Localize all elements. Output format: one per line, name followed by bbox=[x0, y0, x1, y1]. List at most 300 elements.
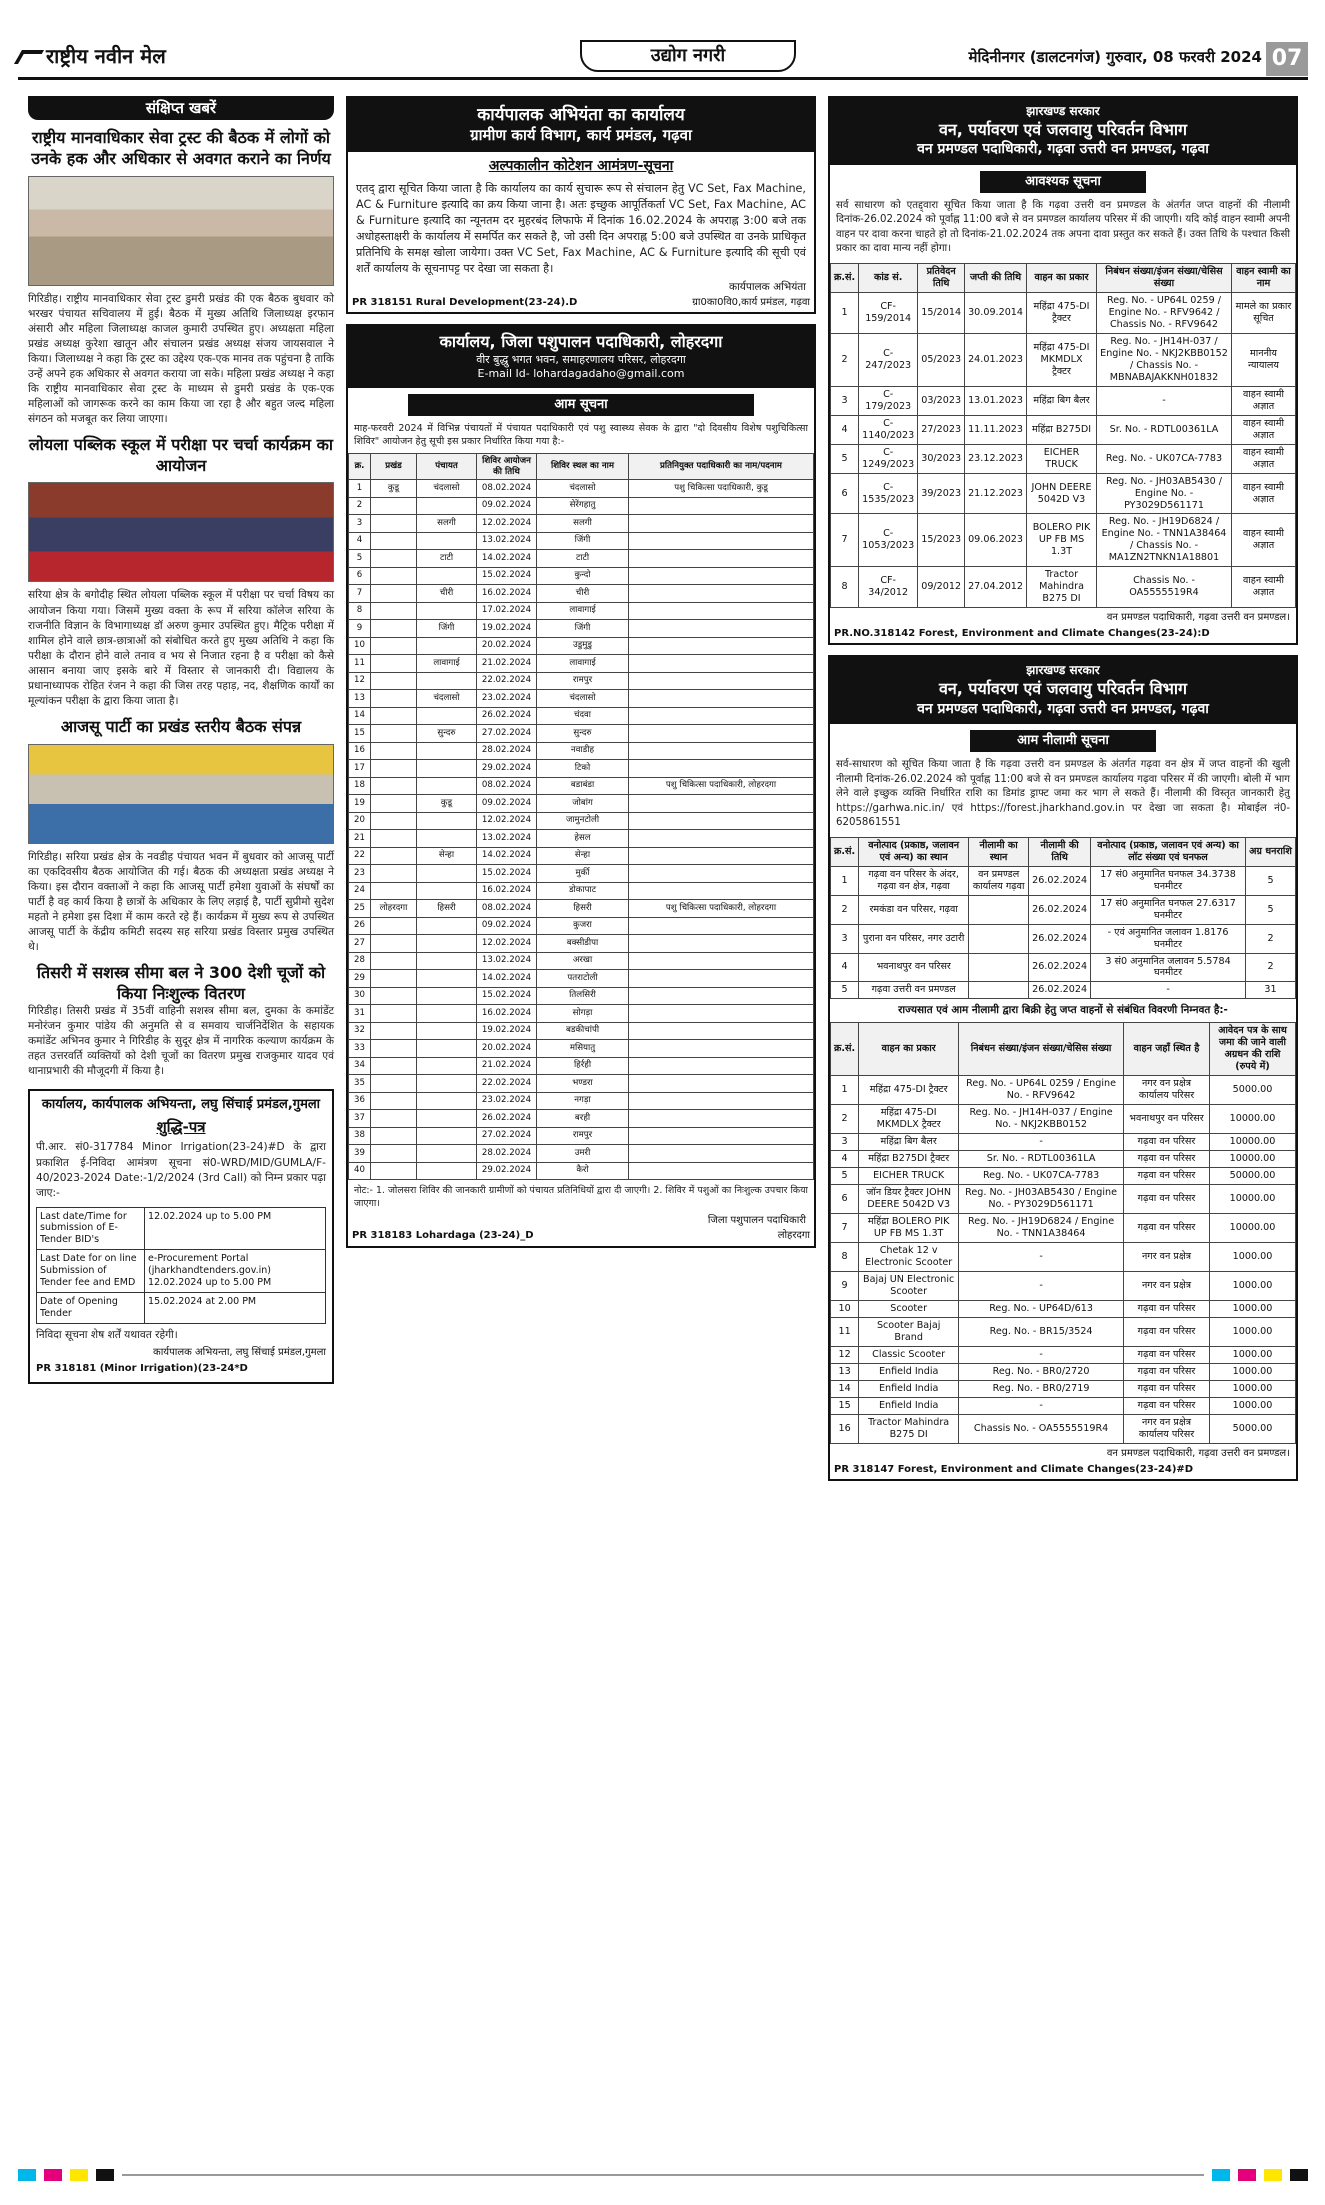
table-cell: 09/2012 bbox=[918, 567, 965, 608]
table-cell: Tractor Mahindra B275 DI bbox=[859, 1415, 959, 1444]
table-cell: 23.02.2024 bbox=[477, 1092, 537, 1110]
vehicle-row bbox=[831, 1168, 1296, 1185]
table-cell bbox=[417, 970, 477, 988]
table-cell: Reg. No. - JH14H-037 / Engine No. - NKJ2KBB0152 bbox=[959, 1105, 1124, 1134]
table-cell: सुन्दरु bbox=[537, 725, 629, 743]
table-cell bbox=[371, 865, 417, 883]
table-cell: Scooter Bajaj Brand bbox=[859, 1318, 959, 1347]
table-cell: 5000.00 bbox=[1210, 1076, 1296, 1105]
table-cell: 26.02.2024 bbox=[1029, 895, 1091, 924]
table-cell: 7 bbox=[831, 1214, 859, 1243]
notice-office: वन प्रमण्डल पदाधिकारी, गढ़वा उत्तरी वन प्रमण्डल, गढ़वा bbox=[917, 700, 1209, 717]
table-cell bbox=[629, 1110, 814, 1128]
table-cell: 36 bbox=[349, 1092, 371, 1110]
table-cell: - bbox=[959, 1134, 1124, 1151]
table-cell: कुडू bbox=[417, 795, 477, 813]
table-cell: माननीय न्यायालय bbox=[1232, 333, 1296, 386]
vehicle-row bbox=[831, 514, 1296, 567]
table-cell: 30.09.2014 bbox=[965, 292, 1027, 333]
table-cell bbox=[417, 760, 477, 778]
table-cell: 29.02.2024 bbox=[477, 1162, 537, 1180]
camp-row bbox=[349, 637, 814, 655]
table-cell: वाहन स्वामी अज्ञात bbox=[1232, 473, 1296, 514]
vehicle-row bbox=[831, 567, 1296, 608]
table-cell: वाहन स्वामी अज्ञात bbox=[1232, 444, 1296, 473]
table-cell: 11 bbox=[831, 1318, 859, 1347]
table-cell: 15.02.2024 bbox=[477, 865, 537, 883]
camp-row bbox=[349, 725, 814, 743]
table-cell bbox=[371, 1127, 417, 1145]
camp-row bbox=[349, 585, 814, 603]
table-cell bbox=[629, 637, 814, 655]
camp-row bbox=[349, 812, 814, 830]
notice-dept: ग्रामीण कार्य विभाग, कार्य प्रमंडल, गढ़वा bbox=[470, 126, 692, 145]
table-cell: 29.02.2024 bbox=[477, 760, 537, 778]
table-cell: 27.04.2012 bbox=[965, 567, 1027, 608]
story-body: सरिया क्षेत्र के बगोदीह स्थित लोयला पब्लिक स्कूल में परीक्षा पर चर्चा विषय का आयोजन किया गया। जिसमें मुख्य वक्ता के रूप में सरिया कॉलेज सरिया के राजनीति विज्ञान के विभागाध्यक्ष डॉ अरुण कुमार उपस्थित हुए। मैट्रिक परीक्षा में शामिल होने वाले छात्र-छात्राओं को संबोधित करते हुए मुख्य अतिथि ने कहा कि परीक्षा के दौरान होने वाले तनाव व भय से निजात रहना है व परीक्षा को कैसे आसान बनाया जाए इसके बारे में विस्तार से जानकारी दी। विद्यालय के प्रधानाध्यापक रोहित रंजन ने कहा की जिस तरह पहाड़, नद, शैक्षणिक कार्यों का मूल्यांकन परीक्षा के द्वारा किया जाता है। bbox=[28, 589, 334, 707]
notice-signatory: वन प्रमण्डल पदाधिकारी, गढ़वा उत्तरी वन प्रमण्डल। bbox=[1106, 612, 1290, 624]
camp-schedule-table bbox=[348, 453, 814, 1180]
table-cell: 27/2023 bbox=[918, 415, 965, 444]
table-header-row bbox=[831, 837, 1296, 866]
table-cell: 20 bbox=[349, 812, 371, 830]
table-cell bbox=[371, 760, 417, 778]
table-cell: 21.12.2023 bbox=[965, 473, 1027, 514]
camp-row bbox=[349, 1127, 814, 1145]
table-cell bbox=[629, 1005, 814, 1023]
camp-row bbox=[349, 1005, 814, 1023]
table-cell: 08.02.2024 bbox=[477, 900, 537, 918]
table-cell: 05/2023 bbox=[918, 333, 965, 386]
table-cell bbox=[629, 882, 814, 900]
news-story bbox=[28, 717, 334, 955]
table-cell: 12 bbox=[831, 1347, 859, 1364]
table-cell: गढ़वा वन परिसर bbox=[1124, 1185, 1210, 1214]
table-cell: 5000.00 bbox=[1210, 1415, 1296, 1444]
table-cell bbox=[417, 1145, 477, 1163]
table-cell: महिंद्रा 475-DI ट्रैक्टर bbox=[859, 1076, 959, 1105]
table-cell: 09.02.2024 bbox=[477, 497, 537, 515]
table-cell: 7 bbox=[831, 514, 859, 567]
lot-row bbox=[831, 982, 1296, 999]
notice-email: E-mail Id- lohardagadaho@gmail.com bbox=[477, 367, 685, 381]
vehicle-row bbox=[831, 1301, 1296, 1318]
table-cell: जॉन डियर ट्रैक्टर JOHN DEERE 5042D V3 bbox=[859, 1185, 959, 1214]
table-cell: 22.02.2024 bbox=[477, 672, 537, 690]
table-cell bbox=[417, 1022, 477, 1040]
pr-number: PR.NO.318142 Forest, Environment and Climate Changes(23-24):D bbox=[834, 627, 1210, 639]
col-header: अग्र धनराशि bbox=[1246, 837, 1296, 866]
col-header: पंचायत bbox=[417, 454, 477, 480]
table-cell: - bbox=[959, 1398, 1124, 1415]
table-cell: 08.02.2024 bbox=[477, 480, 537, 498]
table-cell: 10 bbox=[831, 1301, 859, 1318]
yellow-swatch bbox=[1264, 2169, 1282, 2181]
masthead bbox=[18, 40, 1308, 80]
table-cell bbox=[371, 725, 417, 743]
forest-auction-notice bbox=[828, 655, 1298, 1481]
camp-row bbox=[349, 970, 814, 988]
table-cell: वाहन स्वामी अज्ञात bbox=[1232, 567, 1296, 608]
corrigendum-title: शुद्धि-पत्र bbox=[156, 1117, 206, 1136]
table-cell: 15.02.2024 bbox=[477, 567, 537, 585]
table-cell: 3 bbox=[349, 515, 371, 533]
table-cell bbox=[417, 830, 477, 848]
camp-row bbox=[349, 935, 814, 953]
table-cell bbox=[417, 882, 477, 900]
table-cell bbox=[371, 987, 417, 1005]
table-cell: मुर्की bbox=[537, 865, 629, 883]
pr-number: PR 318181 (Minor Irrigation)(23-24*D bbox=[36, 1363, 248, 1375]
table-cell: 15 bbox=[831, 1398, 859, 1415]
camp-row bbox=[349, 690, 814, 708]
table-cell: Enfield India bbox=[859, 1381, 959, 1398]
vehicle-row bbox=[831, 415, 1296, 444]
table-cell: C-1053/2023 bbox=[859, 514, 918, 567]
table-cell: 26.02.2024 bbox=[477, 1110, 537, 1128]
table-cell: Reg. No. - JH14H-037 / Engine No. - NKJ2KBB0152 / Chassis No. - MBNABAJAKKNH01832 bbox=[1097, 333, 1232, 386]
table-cell: Chetak 12 v Electronic Scooter bbox=[859, 1243, 959, 1272]
table-cell: 38 bbox=[349, 1127, 371, 1145]
table-cell: - bbox=[959, 1243, 1124, 1272]
table-cell: लोहरदगा bbox=[371, 900, 417, 918]
divider bbox=[122, 2174, 1204, 2176]
table-cell: 26.02.2024 bbox=[477, 707, 537, 725]
table-cell: बडकीचांपी bbox=[537, 1022, 629, 1040]
table-cell: 3 bbox=[831, 386, 859, 415]
camp-row bbox=[349, 777, 814, 795]
camp-row bbox=[349, 900, 814, 918]
table-cell: नगर वन प्रक्षेत्र कार्यालय परिसर bbox=[1124, 1076, 1210, 1105]
table-cell: 21 bbox=[349, 830, 371, 848]
table-cell bbox=[417, 1075, 477, 1093]
table-cell: Reg. No. - UP64L 0259 / Engine No. - RFV9642 bbox=[959, 1076, 1124, 1105]
camp-row bbox=[349, 1162, 814, 1180]
table-cell: 9 bbox=[831, 1272, 859, 1301]
table-cell bbox=[629, 497, 814, 515]
col-header: वाहन का प्रकार bbox=[1027, 263, 1097, 292]
table-cell bbox=[969, 924, 1029, 953]
table-cell bbox=[371, 1022, 417, 1040]
table-cell: 5 bbox=[349, 550, 371, 568]
table-cell: 50000.00 bbox=[1210, 1168, 1296, 1185]
forest-produce-lots-table bbox=[830, 837, 1296, 1000]
table-cell bbox=[417, 532, 477, 550]
table-cell: महिंद्रा 475-DI MKMDLX ट्रैक्टर bbox=[859, 1105, 959, 1134]
table-cell: सोगड़ा bbox=[537, 1005, 629, 1023]
table-cell: 2 bbox=[831, 333, 859, 386]
table-cell: 12.02.2024 bbox=[477, 515, 537, 533]
table-cell: - bbox=[1091, 982, 1246, 999]
table-cell: 2 bbox=[349, 497, 371, 515]
camp-row bbox=[349, 497, 814, 515]
table-cell: Reg. No. - JH19D6824 / Engine No. - TNN1A38464 / Chassis No. - MA1ZN2TNKN1A18801 bbox=[1097, 514, 1232, 567]
table-cell bbox=[629, 987, 814, 1005]
table-cell: 25 bbox=[349, 900, 371, 918]
notice-title: अल्पकालीन कोटेशन आमंत्रण-सूचना bbox=[488, 157, 674, 174]
table-cell: C-179/2023 bbox=[859, 386, 918, 415]
party-meeting-photo bbox=[28, 744, 334, 844]
table-cell: 1000.00 bbox=[1210, 1243, 1296, 1272]
notice-address: वीर बुद्धु भगत भवन, समाहरणालय परिसर, लोहरदगा bbox=[476, 352, 686, 366]
table-cell bbox=[371, 1110, 417, 1128]
table-cell: 4 bbox=[831, 953, 859, 982]
col-header: निबंधन संख्या/इंजन संख्या/चेसिस संख्या bbox=[959, 1023, 1124, 1076]
table-cell: 10000.00 bbox=[1210, 1134, 1296, 1151]
table-cell: Reg. No. - UK07CA-7783 bbox=[1097, 444, 1232, 473]
table-cell: महिंद्रा 475-DI ट्रैक्टर bbox=[1027, 292, 1097, 333]
camp-row bbox=[349, 865, 814, 883]
camp-row bbox=[349, 550, 814, 568]
table-cell bbox=[371, 1075, 417, 1093]
story-body: गिरिडीह। तिसरी प्रखंड में 35वीं वाहिनी सशस्त्र सीमा बल, दुमका के कमांडेंट मनोरंजन कुमार पांडेय की अनुमति से व समवाय चार्जनिर्देशित के सहायक कमांडेंट अभिनव कुमार ने गिरिडीह के सुदूर क्षेत्र में नागरिक कल्याण कार्यक्रम के तहत उत्तरवर्ति व्यक्तियों को देशी चूजों का वितरण प्रमुख राजकुमार यादव एवं थानाप्रभारी की मौजूदगी में किया है। bbox=[28, 1005, 334, 1078]
table-cell: 1000.00 bbox=[1210, 1347, 1296, 1364]
table-cell bbox=[629, 1040, 814, 1058]
table-cell: 27.02.2024 bbox=[477, 1127, 537, 1145]
table-cell: वाहन स्वामी अज्ञात bbox=[1232, 386, 1296, 415]
table-cell: गढ़वा वन परिसर के अंदर, गढ़वा वन क्षेत्र, गढ़वा bbox=[859, 866, 969, 895]
table-cell: 9 bbox=[349, 620, 371, 638]
camp-row bbox=[349, 532, 814, 550]
table-cell: Classic Scooter bbox=[859, 1347, 959, 1364]
notice-dept: वन, पर्यावरण एवं जलवायु परिवर्तन विभाग bbox=[938, 678, 1188, 698]
registration-color-bar bbox=[18, 2168, 1308, 2182]
camp-row bbox=[349, 620, 814, 638]
table-cell: 13.02.2024 bbox=[477, 532, 537, 550]
table-cell: जिंगी bbox=[417, 620, 477, 638]
col-header: क्र.सं. bbox=[831, 837, 859, 866]
table-cell: 39/2023 bbox=[918, 473, 965, 514]
table-cell bbox=[629, 935, 814, 953]
table-cell: 7 bbox=[349, 585, 371, 603]
table-cell: जिंगी bbox=[537, 620, 629, 638]
table-cell: गढ़वा वन परिसर bbox=[1124, 1134, 1210, 1151]
table-cell bbox=[629, 725, 814, 743]
table-cell bbox=[629, 515, 814, 533]
page-number: 07 bbox=[1266, 42, 1308, 76]
notice-intro: माह-फरवरी 2024 में विभिन्न पंचायतों में पंचायत पदाधिकारी एवं पशु स्वास्थ्य सेवक के द्वारा "दो दिवसीय विशेष पशुचिकित्सा शिविर" आयोजन हेतु सूची इस प्रकार निर्धारित किया गया है:- bbox=[354, 422, 808, 448]
table-cell bbox=[629, 760, 814, 778]
table-cell: पशु चिकित्सा पदाधिकारी, लोहरदगा bbox=[629, 777, 814, 795]
table-cell bbox=[629, 970, 814, 988]
paper-logo bbox=[18, 44, 166, 69]
table-cell bbox=[629, 567, 814, 585]
camp-row bbox=[349, 917, 814, 935]
table-cell bbox=[629, 1127, 814, 1145]
table-cell: रामपुर bbox=[537, 1127, 629, 1145]
table-cell bbox=[417, 952, 477, 970]
table-cell: Enfield India bbox=[859, 1398, 959, 1415]
notice-signatory: कार्यपालक अभियंता bbox=[729, 280, 806, 293]
col-header: क्र.सं. bbox=[831, 1023, 859, 1076]
vehicle-row bbox=[831, 333, 1296, 386]
table-cell bbox=[371, 847, 417, 865]
vehicle-caption: राज्यसात एवं आम नीलामी द्वारा बिक्री हेतु जप्त वाहनों से संबंधित विवरणी निम्नवत है:- bbox=[898, 1004, 1228, 1017]
table-cell: गढ़वा उत्तरी वन प्रमण्डल bbox=[859, 982, 969, 999]
table-cell: 32 bbox=[349, 1022, 371, 1040]
table-cell: चंदलासो bbox=[417, 690, 477, 708]
table-cell: - bbox=[959, 1272, 1124, 1301]
table-cell: 15/2023 bbox=[918, 514, 965, 567]
table-cell: Reg. No. - BR0/2719 bbox=[959, 1381, 1124, 1398]
table-cell: गढ़वा वन परिसर bbox=[1124, 1381, 1210, 1398]
col-header: कांड सं. bbox=[859, 263, 918, 292]
table-cell bbox=[371, 637, 417, 655]
table-cell: नवाडीह bbox=[537, 742, 629, 760]
table-cell bbox=[417, 1057, 477, 1075]
bird-icon bbox=[14, 50, 44, 64]
table-cell bbox=[417, 602, 477, 620]
table-cell: 27.02.2024 bbox=[477, 725, 537, 743]
vehicle-row bbox=[831, 1076, 1296, 1105]
col-header: शिविर आयोजन की तिथि bbox=[477, 454, 537, 480]
table-cell bbox=[417, 707, 477, 725]
camp-row bbox=[349, 795, 814, 813]
table-cell bbox=[417, 1092, 477, 1110]
story-headline: राष्ट्रीय मानवाधिकार सेवा ट्रस्ट की बैठक में लोगों को उनके हक और अधिकार से अवगत कराने का निर्णय bbox=[31, 128, 331, 168]
table-cell: Reg. No. - BR15/3524 bbox=[959, 1318, 1124, 1347]
table-cell bbox=[969, 953, 1029, 982]
table-cell: गढ़वा वन परिसर bbox=[1124, 1301, 1210, 1318]
table-cell: भण्डरा bbox=[537, 1075, 629, 1093]
table-cell: 15 bbox=[349, 725, 371, 743]
table-cell bbox=[371, 812, 417, 830]
table-cell: 12.02.2024 bbox=[477, 812, 537, 830]
table-cell: 1000.00 bbox=[1210, 1398, 1296, 1415]
table-cell: बरही bbox=[537, 1110, 629, 1128]
table-cell bbox=[417, 1110, 477, 1128]
camp-row bbox=[349, 1022, 814, 1040]
table-cell bbox=[629, 1075, 814, 1093]
table-cell: 28 bbox=[349, 952, 371, 970]
table-cell: 08.02.2024 bbox=[477, 777, 537, 795]
col-header: प्रतिवेदन तिथि bbox=[918, 263, 965, 292]
notice-body: सर्व-साधारण को सूचित किया जाता है कि गढ़वा उत्तरी वन प्रमण्डल के अंतर्गत गढ़वा वन क्षेत्र में जप्त वाहनों की खुली नीलामी दिनांक-26.02.2024 को पूर्वाह्न 11:00 बजे से वन प्रमण्डल कार्यालय गढ़वा परिसर में की जाएगी। बोली में भाग लेने वाले इच्छुक व्यक्ति निर्धारित राशि का डिमांड ड्राफ्ट जमा कर भाग ले सकते हैं। नीलामी की विस्तृत जानकारी हेतु https://garhwa.nic.in/ एवं https://forest.jharkhand.gov.in पर देखा जा सकता है। मोबाईल नं0-6205861551 bbox=[836, 759, 1290, 829]
table-cell: 4 bbox=[349, 532, 371, 550]
vehicle-row bbox=[831, 1185, 1296, 1214]
table-cell bbox=[629, 917, 814, 935]
table-cell: Scooter bbox=[859, 1301, 959, 1318]
table-cell: 26.02.2024 bbox=[1029, 924, 1091, 953]
table-cell bbox=[417, 497, 477, 515]
dateline: मेदिनीनगर (डालटनगंज) गुरुवार, 08 फरवरी 2024 bbox=[968, 48, 1262, 66]
table-cell bbox=[371, 1057, 417, 1075]
row-label: Date of Opening Tender bbox=[37, 1292, 145, 1323]
camp-row bbox=[349, 515, 814, 533]
table-cell bbox=[417, 637, 477, 655]
table-cell: 31 bbox=[349, 1005, 371, 1023]
story-headline: लोयला पब्लिक स्कूल में परीक्षा पर चर्चा कार्यक्रम का आयोजन bbox=[28, 434, 334, 475]
lots-table-body bbox=[831, 866, 1296, 999]
table-cell: 4 bbox=[831, 1151, 859, 1168]
table-cell: चीरी bbox=[417, 585, 477, 603]
table-cell bbox=[417, 917, 477, 935]
table-cell: लावागाई bbox=[537, 655, 629, 673]
table-cell: Reg. No. - JH03AB5430 / Engine No. - PY3029D561171 bbox=[959, 1185, 1124, 1214]
table-cell bbox=[371, 602, 417, 620]
camp-row bbox=[349, 707, 814, 725]
table-cell: उमरी bbox=[537, 1145, 629, 1163]
table-cell: 5 bbox=[1246, 866, 1296, 895]
table-cell: तिलसिरी bbox=[537, 987, 629, 1005]
table-cell: 11.11.2023 bbox=[965, 415, 1027, 444]
table-cell bbox=[371, 515, 417, 533]
table-cell: Reg. No. - JH03AB5430 / Engine No. - PY3029D561171 bbox=[1097, 473, 1232, 514]
table-cell: पशु चिकित्सा पदाधिकारी, लोहरदगा bbox=[629, 900, 814, 918]
table-cell: 8 bbox=[831, 567, 859, 608]
lot-row bbox=[831, 953, 1296, 982]
news-story bbox=[28, 963, 334, 1080]
table-cell: भवनाथपुर वन परिसर bbox=[1124, 1105, 1210, 1134]
camp-row bbox=[349, 567, 814, 585]
corrigendum-office: कार्यालय, कार्यपालक अभियन्ता, लघु सिंचाई प्रमंडल,गुमला bbox=[41, 1097, 321, 1113]
table-cell: टाटी bbox=[417, 550, 477, 568]
cyan-swatch bbox=[1212, 2169, 1230, 2181]
story-headline: तिसरी में सशस्त्र सीमा बल ने 300 देशी चूजों को किया निःशुल्क वितरण bbox=[36, 962, 326, 1003]
table-cell bbox=[371, 742, 417, 760]
table-cell: 1 bbox=[831, 866, 859, 895]
table-cell: हेसल bbox=[537, 830, 629, 848]
table-cell: महिंद्रा बिग बैलर bbox=[1027, 386, 1097, 415]
school-group-photo bbox=[28, 482, 334, 582]
table-cell: महिंद्रा B275DI ट्रैक्टर bbox=[859, 1151, 959, 1168]
table-cell: 10000.00 bbox=[1210, 1151, 1296, 1168]
table-cell: महिंद्रा बिग बैलर bbox=[859, 1134, 959, 1151]
lot-row bbox=[831, 866, 1296, 895]
table-cell: गढ़वा वन परिसर bbox=[1124, 1214, 1210, 1243]
table-cell: चंदलासो bbox=[537, 480, 629, 498]
table-cell: महिंद्रा B275DI bbox=[1027, 415, 1097, 444]
auction-vehicle-table bbox=[830, 1022, 1296, 1444]
table-cell: 14 bbox=[349, 707, 371, 725]
pr-line bbox=[830, 625, 1296, 644]
col-header: निबंधन संख्या/इंजन संख्या/चेसिस संख्या bbox=[1097, 263, 1232, 292]
table-cell: EICHER TRUCK bbox=[859, 1168, 959, 1185]
table-cell: 12 bbox=[349, 672, 371, 690]
news-story bbox=[28, 435, 334, 709]
table-cell: 26 bbox=[349, 917, 371, 935]
vehicle-row bbox=[831, 386, 1296, 415]
black-swatch bbox=[96, 2169, 114, 2181]
camp-row bbox=[349, 1145, 814, 1163]
table-cell: सेरेंगहातु bbox=[537, 497, 629, 515]
table-cell: 13.01.2023 bbox=[965, 386, 1027, 415]
table-cell: 28.02.2024 bbox=[477, 742, 537, 760]
table-cell: 03/2023 bbox=[918, 386, 965, 415]
notice-body: सर्व साधारण को एतद्द्वारा सूचित किया जाता है कि गढ़वा उत्तरी वन प्रमण्डल के अंतर्गत जप्त वाहनों की नीलामी दिनांक-26.02.2024 को पूर्वाह्न 11:00 बजे से वन प्रमण्डल कार्यालय परिसर में की जाएगी। यदि कोई वाहन स्वामी अपनी वाहन पर दावा करना चाहते हो तो दिनांक-21.02.2024 तक अपना दावा प्रस्तुत कर सकते हैं। उक्त तिथि के पश्चात किसी प्रकार का दावा मान्य नहीं होगा। bbox=[836, 199, 1290, 255]
table-row bbox=[37, 1207, 326, 1250]
vehicle-row bbox=[831, 444, 1296, 473]
table-cell: 21.02.2024 bbox=[477, 655, 537, 673]
table-cell bbox=[417, 987, 477, 1005]
middle-column bbox=[346, 96, 816, 2146]
row-value: 15.02.2024 at 2.00 PM bbox=[145, 1292, 326, 1323]
table-cell: चीरी bbox=[537, 585, 629, 603]
quotation-notice bbox=[346, 96, 816, 314]
table-cell: डोकापाट bbox=[537, 882, 629, 900]
table-cell: 12.02.2024 bbox=[477, 935, 537, 953]
lot-row bbox=[831, 895, 1296, 924]
table-cell: EICHER TRUCK bbox=[1027, 444, 1097, 473]
notice-signatory: वन प्रमण्डल पदाधिकारी, गढ़वा उत्तरी वन प्रमण्डल। bbox=[1106, 1448, 1290, 1460]
pr-number: PR 318183 Lohardaga (23-24)_D bbox=[352, 1230, 534, 1242]
notice-govt: झारखण्ड सरकार bbox=[1026, 104, 1100, 118]
col-header: वनोत्पाद (प्रकाष्ठ, जलावन एवं अन्य) का स्थान bbox=[859, 837, 969, 866]
table-cell: 34 bbox=[349, 1057, 371, 1075]
table-cell: रमकंडा वन परिसर, गढ़वा bbox=[859, 895, 969, 924]
table-cell: जोबांग bbox=[537, 795, 629, 813]
table-cell: 23.12.2023 bbox=[965, 444, 1027, 473]
